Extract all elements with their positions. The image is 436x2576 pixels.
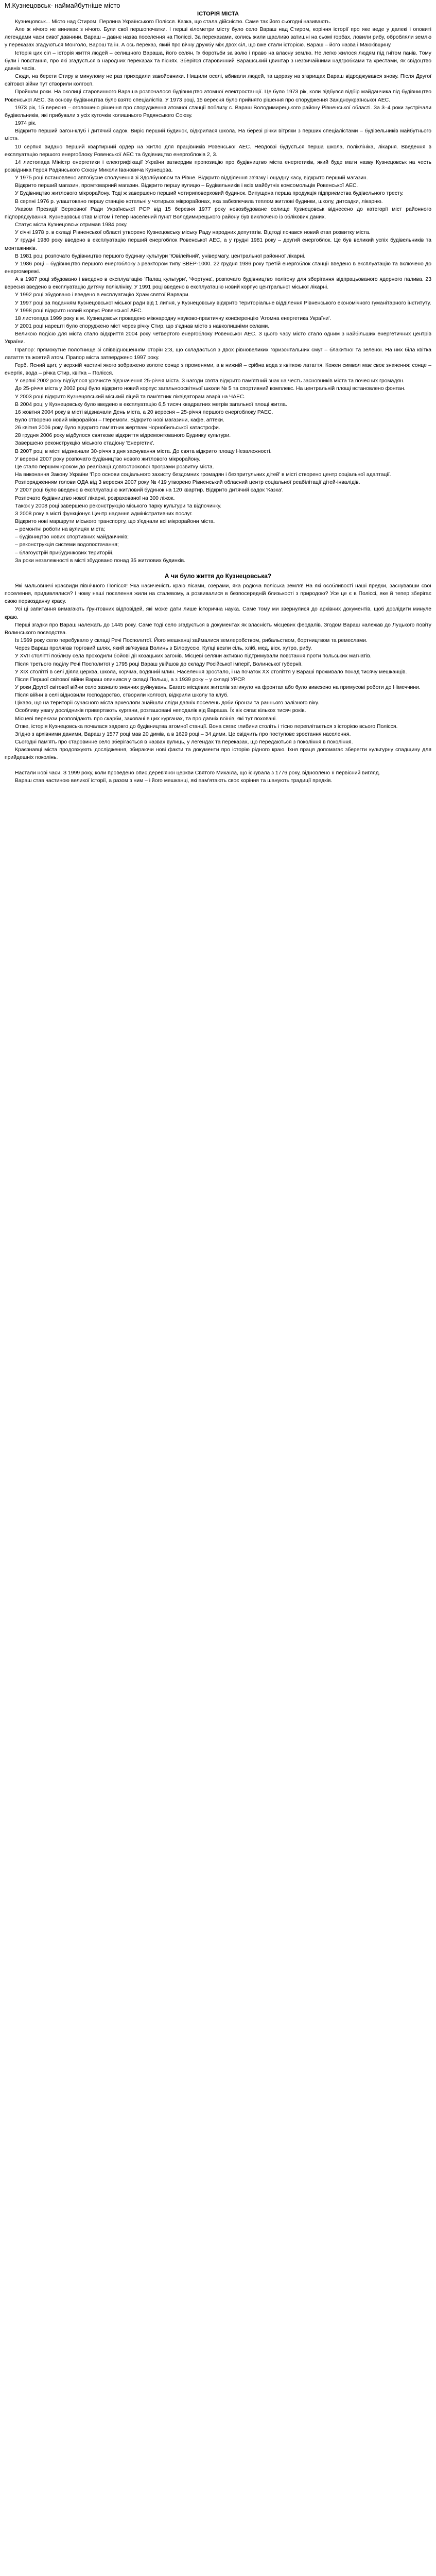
history-paragraph: 1973 рік, 15 вересня – оголошено рішення про спорудження атомної станції поблизу с. Вараш Володимирецького району Рівненської області. За 3–4 роки зустрічали будівельників, які прибували з усіх куточків колишнього Радянського Союзу. [5, 105, 431, 118]
history-paragraph: – ремонтні роботи на вулицях міста; [15, 527, 106, 533]
history-paragraph: В серпні 1976 р. улаштовано першу станцію котельні у чотирьох мікрорайонах, яка забезпечила теплом житлові будинки, школу, дитсадки, лікарню. [15, 198, 383, 205]
history-paragraph: Відкрито нові маршрути міського транспорту, що з'єднали всі мікрорайони міста. [15, 519, 215, 524]
closing-body [5, 769, 431, 785]
history-paragraph: Кузнецовськ... Місто над Стиром. Перлина Українського Полісся. Казка, що стала дійсністю. Саме так його сьогодні називають. [15, 19, 332, 25]
question-paragraph: Перші згадки про Вараш належать до 1445 року. Саме тоді село згадується в документах як власність місцевих феодалів. Згодом Вараш належав до Луцького повіту Волинського воєводства. [5, 622, 431, 636]
history-paragraph: Сюди, на береги Стиру в минулому не раз приходили завойовники. Нищили оселі, вбивали людей, та щоразу на згарищах Вараш відроджувався знову. Після Другої світової війни тут створили колгосп. [5, 74, 431, 88]
question-paragraph: Місцеві перекази розповідають про скарби, заховані в цих курганах, та про давніх воїнів, які тут поховані. [15, 716, 277, 722]
question-paragraph: Після Першої світової війни Вараш опинився у складі Польщі, а з 1939 року – у складі УРСР. [15, 676, 246, 683]
question-paragraph: Краєзнавці міста продовжують дослідження, збираючи нові факти та документи про історію рідного краю. Їхня праця допомагає зберегти культурну спадщину для прийдешніх поколінь. [5, 747, 431, 761]
history-paragraph: Великою подією для міста стало відкриття 2004 року четвертого енергоблоку Ровенської АЕС. З цього часу місто стало одним з найбільших енергетичних центрів України. [5, 331, 431, 345]
history-paragraph: У грудні 1980 року введено в експлуатацію перший енергоблок Ровенської АЕС, а у грудні 1981 року – другий енергоблок. Це був великий успіх будівельників та монтажників. [5, 238, 431, 251]
history-paragraph: У 2001 році нарешті було споруджено міст через річку Стир, що з'єднав місто з навколишніми селами. [15, 324, 270, 330]
page-content [0, 0, 436, 785]
history-paragraph: Розпорядженням голови ОДА від 3 вересня 2007 року № 419 утворено Рівненський обласний центр соціальної реабілітації дітей-інвалідів. [15, 480, 360, 486]
history-paragraph: У 1986 році – будівництво першого енергоблоку з реактором типу ВВЕР-1000. 22 грудня 1986 року третій енергоблок станції введено в експлуатацію та включено до енергомережі. [5, 261, 431, 275]
question-paragraph: Сьогодні пам'ять про старовинне село зберігається в назвах вулиць, у легендах та переказах, що передаються з покоління в покоління. [15, 739, 353, 745]
site-title: М.Кузнецовськ- наймайбутніше місто [5, 2, 120, 9]
question-section-title: А чи було життя до Кузнецовська? [164, 572, 272, 580]
history-paragraph: В 2007 році в місті відзначали 30-річчя з дня заснування міста. До свята відкрито площу Незалежності. [15, 448, 272, 454]
history-paragraph: Статус міста Кузнецовськ отримав 1984 року. [15, 222, 128, 228]
history-paragraph: Було створено новий мікрорайон – Перемоги. Відкрито нові магазини, кафе, аптеки. [15, 417, 224, 423]
section-spacer [5, 762, 431, 769]
history-paragraph: Це стало першим кроком до реалізації довгострокової програми розвитку міста. [15, 464, 214, 470]
history-section-title: ІСТОРІЯ МІСТА [197, 11, 239, 17]
history-body-continued [5, 299, 431, 565]
history-paragraph: Розпочато будівництво нової лікарні, розрахованої на 300 ліжок. [15, 495, 175, 501]
question-paragraph: Усі ці запитання вимагають ґрунтовних відповідей, які може дати лише історична наука. Саме тому ми звернулися до архівних документів, щоб дослідити минуле краю. [5, 606, 431, 620]
history-paragraph: У 1997 році за поданням Кузнецовської міської ради від 1 липня, у Кузнецовську відкрито територіальне відділення Рівненського економічного гуманітарного інституту. [15, 300, 431, 306]
history-paragraph: У січні 1978 р. в складі Рівненської області утворено Кузнецовську міську Раду народних депутатів. Відтоді почався новий етап розвитку міста. [15, 230, 371, 236]
history-paragraph: Історія цих сіл – історія життя людей – селищного Вараша, його селян, їх боротьби за волю і право на власну землю. Не легко жилося людям під гнітом панів. Тому були і повстання, про які згадується в народних переказах та піснях. Зберігся старовинний Варашський цвинтар з незвичайними надгробками та хрестами, як свідоцтво давніх часів. [5, 50, 431, 72]
question-paragraph: Згідно з архівними даними, Вараш у 1577 році мав 20 димів, а в 1629 році – 34 дими. Це свідчить про поступове зростання населення. [15, 731, 351, 737]
history-paragraph: – реконструкція системи водопостачання; [15, 542, 119, 548]
history-paragraph: У 2007 році було введено в експлуатацію житловий будинок на 120 квартир. Відкрито дитячий садок 'Казка'. [15, 487, 284, 494]
history-paragraph: У Будівництво житлового мікрорайону. Тоді ж завершено перший чотириповерховий будинок. Випущена перша продукція підприємства будівельного тресту. [15, 191, 404, 197]
question-paragraph: Через Вараш пролягав торговий шлях, який зв'язував Волинь з Білоруссю. Купці везли сіль, хліб, мед, віск, хутро, рибу. [15, 646, 312, 652]
history-paragraph: У 1998 році відкрито новий корпус Ровенської АЕС. [15, 308, 143, 314]
question-paragraph: У XVII столітті поблизу села проходили бойові дії козацьких загонів. Місцеві селяни активно підтримували повстання проти польських магнатів. [15, 653, 372, 659]
history-paragraph: – благоустрій прибудинкових територій. [15, 550, 114, 556]
history-paragraph: З 2008 року в місті функціонує Центр надання адміністративних послуг. [15, 511, 193, 517]
question-paragraph: У XIX столітті в селі діяла церква, школа, корчма, водяний млин. Населення зростало, і на початок XX століття у Варашi проживало понад тисячу мешканців. [15, 669, 407, 675]
question-paragraph: У роки Другої світової війни село зазнало значних руйнувань. Багато місцевих жителів загинуло на фронтах або було вивезено на примусові роботи до Німеччини. [15, 684, 421, 690]
history-paragraph: Герб. Ясний щит, у верхній частині якого зображено золоте сонце з променями, а в нижній – срібна вода з квіткою латаття. Кожен символ має своє значення: сонце – енергія, вода – річка Стир, квітка – Полісся. [5, 362, 431, 377]
history-paragraph: 1974 рік. [15, 121, 37, 127]
question-paragraph: Після третього поділу Речі Посполитої у 1795 році Вараш увійшов до складу Російської імперії, Волинської губернії. [15, 661, 303, 667]
question-paragraph: Цікаво, що на території сучасного міста археологи знайшли сліди давніх поселень доби бронзи та раннього залізного віку. [15, 700, 319, 706]
question-paragraph: Особливу увагу дослідників привертають кургани, розташовані неподалік від Вараша. Їх вік сягає кількох тисяч років. [15, 708, 306, 714]
history-paragraph: 26 квітня 2006 року було відкрито пам'ятник жертвам Чорнобильської катастрофи. [15, 425, 220, 431]
history-paragraph: Відкрито перший вагон-клуб і дитячий садок. Виріс перший будинок, відкрилася школа. На березі річки вітряки з перших спеціалістами – будівельників майбутнього міста. [5, 128, 431, 142]
history-paragraph: 18 листопада 1999 року в м. Кузнецовськ проведено міжнародну науково-практичну конференцію 'Атомна енергетика України'. [15, 315, 332, 321]
history-paragraph: Прапор: прямокутне полотнище зі співвідношенням сторін 2:3, що складається з двох рівновеликих горизонтальних смуг – блакитної та зеленої. На них біла квітка латаття та жовтий атом. Прапор міста затверджено 1997 року. [5, 347, 431, 361]
history-paragraph: До 25-річчя міста у 2002 році було відкрито новий корпус загальноосвітньої школи № 5 та спортивний комплекс. На центральній площі встановлено фонтан. [15, 386, 406, 392]
question-paragraph: Із 1569 року село перебувало у складі Речі Посполитої. Його мешканці займалися землеробством, рибальством, бортництвом та ремеслами. [15, 638, 368, 644]
history-paragraph: Указом Президії Верховної Ради Української РСР від 15 березня 1977 року новозбудоване селище Кузнецовськ віднесено до категорії міст районного підпорядкування. Кузнецовськ став містом і тепер населений пункт Володимирецького району був виключено із облікових даних. [5, 206, 431, 220]
history-body [5, 18, 431, 299]
history-paragraph: У вересні 2007 року розпочато будівництво нового житлового мікрорайону. [15, 456, 201, 462]
history-paragraph: Завершено реконструкцію міського стадіону 'Енергетик'. [15, 440, 155, 447]
history-paragraph: Пройшли роки. На околиці старовинного Вараша розпочалося будівництво атомної електростанції. Це було 1973 рік, коли відбувся відбір майданчика під будівництво Ровенської АЕС. За основу будівництва було взято спеціалістів. У 1973 році, 15 вересня було прийнято рішення про спорудження Західноукраїнської АЕС. [5, 89, 431, 103]
history-paragraph: Також у 2008 році завершено реконструкцію міського парку культури та відпочинку. [15, 503, 222, 509]
history-paragraph: А в 1987 році збудовано і введено в експлуатацію 'Палац культури', 'Фортуна', розпочато будівництво полігону для зберігання відпрацьованого ядерного палива. 23 вересня введено в експлуатацію дитячу поліклініку. У 1991 році введено в експлуатацію новий корпус центральної міської лікарні. [5, 277, 431, 291]
history-paragraph: 16 жовтня 2004 року в місті відзначали День міста, а 20 вересня – 25-річчя першого енергоблоку РАЕС. [15, 409, 273, 415]
history-paragraph: В 1981 році розпочато будівництво першого будинку культури 'Ювілейний', універмагу, центральної районної лікарні. [15, 253, 306, 259]
question-body [5, 582, 431, 762]
closing-paragraph: Настали нові часи. З 1999 року, коли проведено опис дерев'яної церкви Святого Михаїла, що існувала з 1776 року, відновлено її первісний вигляд. [15, 770, 380, 776]
question-paragraph: Після війни в селі відновили господарство, створили колгосп, відкрили школу та клуб. [15, 692, 229, 699]
history-paragraph: У серпні 2002 року відбулося урочисте відзначення 25-річчя міста. З нагоди свята відкрито пам'ятний знак на честь засновників міста та почесних громадян. [15, 378, 405, 384]
history-paragraph: За роки незалежності в місті збудовано понад 35 житлових будинків. [15, 557, 185, 564]
history-paragraph: У 2003 році відкрито Кузнецовський міський ліцей та пам'ятник ліквідаторам аварії на ЧАЕС. [15, 394, 246, 400]
history-paragraph: Але ж нічого не виникає з нічого. Були свої першопочатки. І перші кілометри місту було село Вараш над Стиром, коріння історії про яке веде у далекі і оповиті легендами часи сивої давнини. Вараш – давнє назва поселення на Поліссі. За переказами, колись жили щасливо затишні на сьомі горбах, ловили рибу, обробляли землю у переказах згадуються Монголо, Варош та ін. А ось переказ, який про вічну дружбу між двох сіл, що вже стали історією. Вараш – його назва і Маюківщину. [5, 27, 431, 48]
history-paragraph: 14 листопада Міністр енергетики і електрифікації України затвердив пропозицію про будівництво міста енергетиків, який буде мати назву Кузнецовськ на честь розвідника Героя Радянського Союзу Миколи Івановича Кузнецова. [5, 159, 431, 173]
history-paragraph: – будівництво нових спортивних майданчиків; [15, 534, 129, 540]
history-paragraph: Відкрито перший магазин, промтоварний магазин. Відкрито першу вулицю – Будівельників і всіх майбутніх комсомольців Ровенської АЕС. [15, 183, 358, 189]
question-paragraph: Отже, історія Кузнецовська почалася задовго до будівництва атомної станції. Вона сягає глибини століть і тісно переплітається з історією всього Полісся. [15, 723, 398, 730]
history-paragraph: У 1992 році збудовано і введено в експлуатацію Храм святої Варвари. [15, 292, 190, 298]
history-paragraph: На виконання Закону України 'Про основи соціального захисту бездомних громадян і безпритульних дітей' в місті створено центр соціальної адаптації. [15, 472, 391, 478]
closing-paragraph: Вараш став частиною великої історії, а разом з ним – і його мешканці, які пам'ятають своє коріння та шанують традиції предків. [15, 777, 333, 784]
question-paragraph: Які мальовничі краєвиди північного Полісся! Яка насиченість краю лісами, озерами, яка родюча поліська земля! На які особливості наші предки, заснувавши свої поселення, придивлялися? І чому наші поселення жили на сталевому, а розвивалися в безпосередній близькості з природою? Усе це є в Поліссі, яке й тепер зберігає свою первозданну красу. [5, 583, 431, 605]
history-paragraph: У 1975 році встановлено автобусне сполучення зі Здолбуновом та Рівне. Відкрито відділення зв'язку і ощадну касу, відкрито перший магазин. [15, 175, 368, 181]
history-paragraph: В 2004 році у Кузнецовську було введено в експлуатацію 6,5 тисяч квадратних метрів загальної площі житла. [15, 401, 287, 408]
history-paragraph: 28 грудня 2006 року відбулося святкове відкриття відремонтованого Будинку культури. [15, 433, 231, 439]
history-paragraph: 10 серпня видано перший квартирний ордер на житло для працівників Ровенської АЕС. Невдовзі будується перша школа, поліклініка, лікарня. Введення в експлуатацію першого енергоблоку Ровенської АЕС та будівництво енергоблоків 2, 3. [5, 144, 431, 158]
